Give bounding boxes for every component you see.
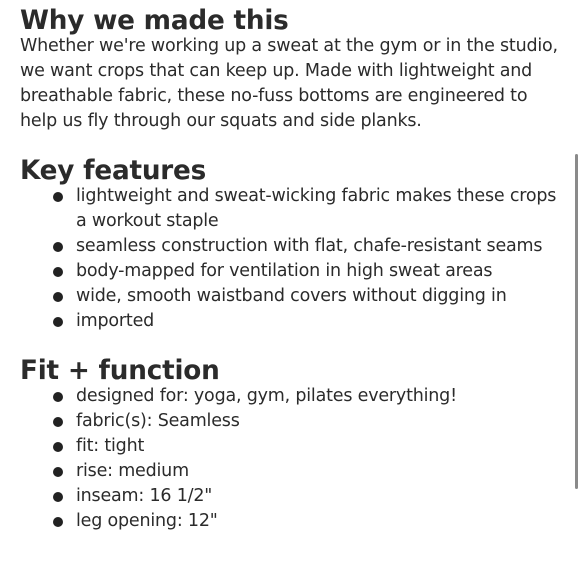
bullet-icon xyxy=(53,517,63,527)
list-item-text: fabric(s): Seamless xyxy=(76,411,240,431)
list-item xyxy=(20,434,560,459)
list-item-text: inseam: 16 1/2" xyxy=(76,486,213,506)
list-item-text: fit: tight xyxy=(76,436,145,456)
bullet-icon xyxy=(53,467,63,477)
fit-function-list xyxy=(20,384,560,534)
why-we-made-this-heading: Why we made this xyxy=(20,6,289,36)
scrollbar[interactable] xyxy=(570,0,580,580)
list-item xyxy=(20,309,560,334)
list-item xyxy=(20,459,560,484)
list-item xyxy=(20,259,560,284)
fit-function-heading: Fit + function xyxy=(20,356,220,386)
bullet-icon xyxy=(53,292,63,302)
list-item xyxy=(20,234,560,259)
bullet-icon xyxy=(53,242,63,252)
fit-function-section xyxy=(20,356,560,534)
list-item-text: imported xyxy=(76,311,155,331)
scrollbar-thumb[interactable] xyxy=(575,154,578,489)
list-item xyxy=(20,484,560,509)
bullet-icon xyxy=(53,192,63,202)
list-item xyxy=(20,184,560,234)
list-item xyxy=(20,384,560,409)
list-item-text: seamless construction with flat, chafe-resistant seams xyxy=(76,236,543,256)
why-we-made-this-text: Whether we're working up a sweat at the gym or in the studio, we want crops that can keep up. Made with lightweight and breathable fabric, these no-fuss bottoms are engineered to help us fly through our squats and side planks. xyxy=(20,36,558,131)
key-features-heading: Key features xyxy=(20,156,207,186)
list-item-text: rise: medium xyxy=(76,461,189,481)
list-item xyxy=(20,409,560,434)
list-item xyxy=(20,284,560,309)
bullet-icon xyxy=(53,392,63,402)
list-item xyxy=(20,509,560,534)
list-item-text: wide, smooth waistband covers without digging in xyxy=(76,286,507,306)
list-item-text: designed for: yoga, gym, pilates everything! xyxy=(76,386,457,406)
product-description xyxy=(20,6,560,559)
list-item-text: body-mapped for ventilation in high sweat areas xyxy=(76,261,493,281)
bullet-icon xyxy=(53,417,63,427)
bullet-icon xyxy=(53,317,63,327)
key-features-section xyxy=(20,156,560,334)
bullet-icon xyxy=(53,442,63,452)
why-we-made-this-section xyxy=(20,6,560,134)
bullet-icon xyxy=(53,267,63,277)
list-item-text: leg opening: 12" xyxy=(76,511,218,531)
bullet-icon xyxy=(53,492,63,502)
key-features-list xyxy=(20,184,560,334)
list-item-text: lightweight and sweat-wicking fabric makes these crops a workout staple xyxy=(76,186,557,231)
